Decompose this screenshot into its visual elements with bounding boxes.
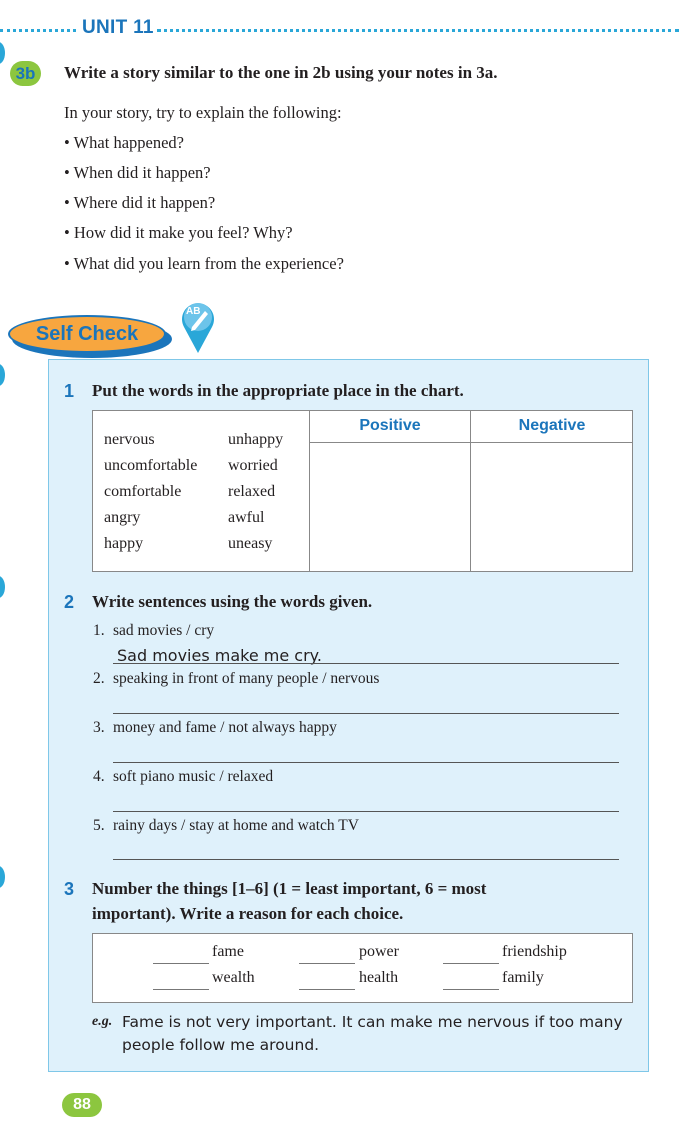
edge-tab-marker [0,42,5,64]
question-3-instruction-cont: important). Write a reason for each choice. [92,904,404,923]
example-answer-line-1: Fame is not very important. It can make me nervous if too many [122,1013,623,1031]
word-option: nervous [104,431,155,448]
item-number: 1. [93,622,105,639]
sentence-prompt: soft piano music / relaxed [113,768,274,785]
header-dotted-line-right [157,29,679,32]
task-3b-title: Write a story similar to the one in 2b using your notes in 3a. [64,63,498,82]
question-2-instruction: Write sentences using the words given. [92,592,373,611]
ranking-box [92,933,633,1003]
rank-item: family [502,969,544,986]
question-number-1: 1 [64,381,75,401]
word-option: uneasy [228,535,273,552]
page-number: 88 [62,1093,102,1117]
header-dotted-line-left [0,29,76,32]
ab-icon-letters: AB [186,306,201,317]
question-3-instruction: Number the things [1–6] (1 = least important, 6 = most [92,879,487,898]
bullet-item: • Where did it happen? [64,193,216,212]
word-option: angry [104,509,141,526]
word-option: comfortable [104,483,182,500]
positive-negative-chart [92,410,633,572]
answer-line[interactable] [113,811,619,812]
edge-tab-marker [0,866,5,888]
rank-blank[interactable] [299,989,355,990]
chart-header-positive: Positive [359,417,421,434]
task-3b-intro: In your story, try to explain the following: [64,103,342,122]
rank-item: fame [212,943,244,960]
positive-answer-cell[interactable] [310,443,470,571]
self-check-badge: Self Check [8,315,166,353]
sentence-prompt: sad movies / cry [113,622,215,639]
question-number-2: 2 [64,592,75,612]
rank-item: friendship [502,943,567,960]
rank-blank[interactable] [153,963,209,964]
sentence-prompt: money and fame / not always happy [113,719,337,736]
rank-blank[interactable] [299,963,355,964]
example-label: e.g. [92,1014,113,1029]
word-option: happy [104,535,144,552]
word-option: uncomfortable [104,457,198,474]
rank-blank[interactable] [443,963,499,964]
rank-item: power [359,943,399,960]
unit-title: UNIT 11 [82,17,154,38]
bullet-item: • When did it happen? [64,163,211,182]
word-option: worried [228,457,278,474]
edge-tab-marker [0,576,5,598]
item-number: 4. [93,768,105,785]
bullet-item: • What happened? [64,133,185,152]
answer-line[interactable] [113,762,619,763]
word-option: unhappy [228,431,284,448]
answer-line[interactable] [113,663,619,664]
rank-blank[interactable] [153,989,209,990]
answer-line[interactable] [113,859,619,860]
item-number: 3. [93,719,105,736]
item-number: 5. [93,817,105,834]
rank-item: health [359,969,399,986]
rank-item: wealth [212,969,255,986]
example-answer-line-2: people follow me around. [122,1036,320,1054]
bullet-item: • How did it make you feel? Why? [64,223,293,242]
negative-answer-cell[interactable] [471,443,633,571]
sentence-answer[interactable]: Sad movies make me cry. [117,646,322,665]
sentence-prompt: rainy days / stay at home and watch TV [113,817,359,834]
bullet-item: • What did you learn from the experience? [64,254,344,273]
question-number-3: 3 [64,879,75,899]
task-badge-3b: 3b [10,61,41,86]
edge-tab-marker [0,364,5,386]
answer-line[interactable] [113,713,619,714]
question-1-instruction: Put the words in the appropriate place in the chart. [92,381,464,400]
word-option: relaxed [228,483,276,500]
ab-pencil-pin-icon [178,297,218,355]
word-option: awful [228,509,265,526]
sentence-prompt: speaking in front of many people / nervous [113,670,380,687]
chart-header-negative: Negative [518,417,586,434]
item-number: 2. [93,670,105,687]
rank-blank[interactable] [443,989,499,990]
